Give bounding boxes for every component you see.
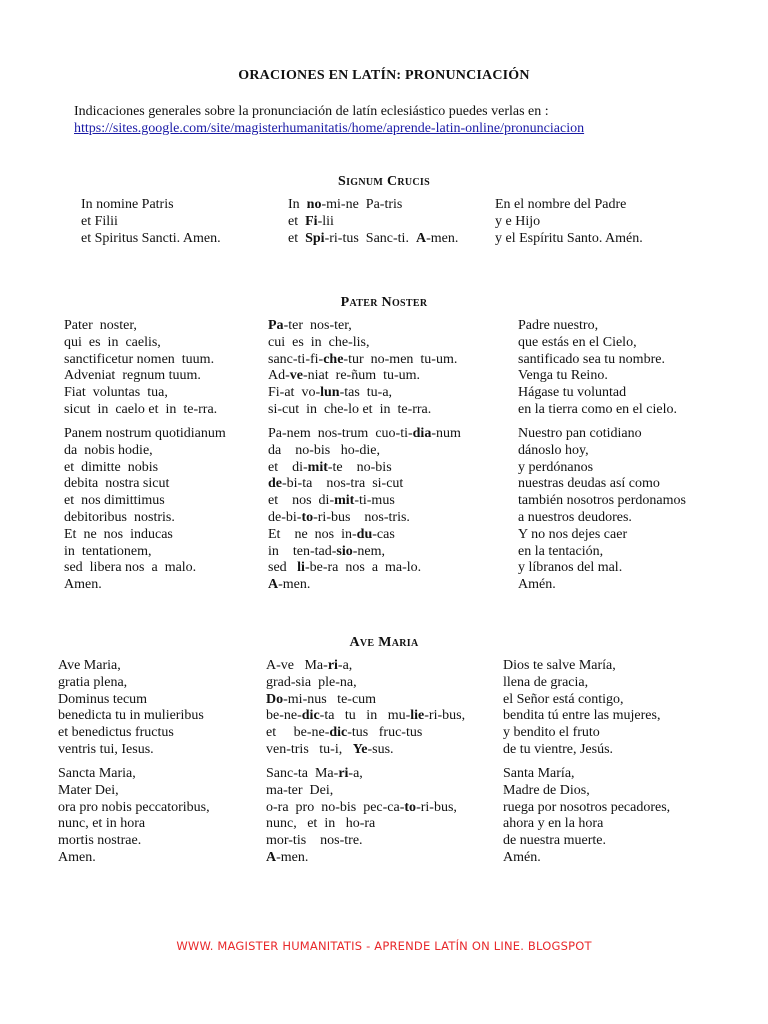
stressed-syllable: mit [334,493,355,509]
text-line: In nomine Patris [81,197,174,212]
stressed-syllable: Pa [268,318,284,333]
stressed-syllable: to [301,509,314,525]
text-line: et dimitte nobis [64,459,159,475]
text-line: Fi-at vo-lun-tas tu-a, [268,385,393,401]
text-line: de nuestra muerte. [503,833,607,849]
text-line: y perdónanos [518,459,594,475]
text-line: Ave Maria, [58,658,121,673]
text-line: de-bi-ta nos-tra si-cut [268,476,404,492]
footer-blog-url: WWW. MAGISTER HUMANITATIS - APRENDE LATÍN ON LINE. BLOGSPOT [176,939,592,953]
text-line: llena de gracia, [503,674,589,690]
stressed-syllable: Ye [352,741,368,757]
stressed-syllable: A [268,577,279,593]
text-line: Adveniat regnum tuum. [64,368,201,384]
text-line: in tentationem, [64,543,152,559]
text-line: et Spiritus Sancti. Amen. [81,230,221,246]
intro [74,103,584,137]
text-line: mor-tis nos-tre. [266,833,363,849]
text-line: ahora y en la hora [503,816,604,832]
stressed-syllable: Spi [305,230,325,246]
stressed-syllable: dic [329,725,348,741]
text-line: et Fi-lii [288,213,334,229]
text-line: dánoslo hoy, [518,442,589,458]
text-line: que estás en el Cielo, [518,334,637,350]
text-line: et nos dimittimus [64,493,165,509]
text-line: nunc, et in hora [58,816,146,832]
text-line: Et ne nos in-du-cas [268,526,395,542]
text-line: benedicta tu in mulieribus [58,708,204,724]
text-line: Do-mi-nus te-cum [266,691,377,707]
text-line: Panem nostrum quotidianum [64,426,226,441]
text-line: sicut in caelo et in te-rra. [64,401,218,417]
pater-pronunciation-column-2 [268,426,461,594]
text-line: Hágase tu voluntad [518,385,627,401]
text-line: A-men. [268,577,311,593]
text-line: da nobis hodie, [64,442,153,458]
stressed-syllable: mit [307,459,328,475]
text-line: mortis nostrae. [58,833,142,849]
text-line: Pa-nem nos-trum cuo-ti-dia-num [268,426,461,441]
text-line: grad-sia ple-na, [266,674,357,690]
text-line: Sanc-ta Ma-ri-a, [266,766,363,781]
ave-latin-column-1 [58,658,204,759]
text-line: y líbranos del mal. [518,560,623,576]
text-line: Amen. [64,577,102,593]
section-heading-pater-noster: Pater Noster [340,295,428,310]
text-line: en la tierra como en el cielo. [518,401,677,417]
text-line: debitoribus nostris. [64,509,175,525]
text-line: et Filii [81,213,118,229]
stressed-syllable: du [356,526,373,542]
text-line: Pa-ter nos-ter, [268,318,352,333]
ave-pronunciation-column-2 [266,766,457,867]
stressed-syllable: to [404,799,417,815]
text-line: sed li-be-ra nos a ma-lo. [268,560,422,576]
pater-spanish-column-2 [518,426,686,594]
text-line: y el Espíritu Santo. Amén. [495,230,643,246]
stressed-syllable: ri [327,658,338,673]
text-line: Fiat voluntas tua, [64,385,168,401]
intro-text: Indicaciones generales sobre la pronunciación de latín eclesiástico puedes verlas en : [74,104,549,119]
text-line: et be-ne-dic-tus fruc-tus [266,725,423,741]
text-line: a nuestros deudores. [518,509,632,525]
text-line: sanc-ti-fi-che-tur no-men tu-um. [268,351,458,367]
stressed-syllable: ve [289,368,303,384]
section-heading-ave-maria: Ave Maria [349,635,419,650]
stressed-syllable: dia [412,426,432,441]
text-line: et nos di-mit-ti-mus [268,493,395,509]
text-line: cui es in che-lis, [268,334,370,350]
text-line: Pater noster, [64,318,137,333]
text-line: ven-tris tu-i, Ye-sus. [266,741,394,757]
page-title: ORACIONES EN LATÍN: PRONUNCIACIÓN [238,68,530,83]
text-line: de-bi-to-ri-bus nos-tris. [268,509,410,525]
text-line: si-cut in che-lo et in te-rra. [268,401,432,417]
signum-spanish-column [495,197,643,247]
text-line: Ad-ve-niat re-ñum tu-um. [268,368,421,384]
ave-latin-column-2 [58,766,210,867]
ave-pronunciation-column-1 [266,658,465,759]
text-line: et benedictus fructus [58,725,174,741]
text-line: ventris tui, Iesus. [58,741,154,757]
text-line: A-ve Ma-ri-a, [266,658,353,673]
pater-spanish-column-1 [518,318,677,419]
stressed-syllable: no [306,197,322,212]
text-line: En el nombre del Padre [495,197,627,212]
stressed-syllable: dic [301,708,320,724]
text-line: Madre de Dios, [503,782,590,798]
text-line: en la tentación, [518,543,604,559]
text-line: da no-bis ho-die, [268,442,380,458]
text-line: Y no nos dejes caer [518,526,628,542]
pater-latin-column-2 [64,426,226,594]
text-line: Dios te salve María, [503,658,616,673]
stressed-syllable: li [297,560,305,576]
stressed-syllable: lie [410,708,425,724]
stressed-syllable: che [323,351,344,367]
text-line: In no-mi-ne Pa-tris [288,197,403,212]
text-line: et Spi-ri-tus Sanc-ti. A-men. [288,230,459,246]
text-line: Dominus tecum [58,691,148,707]
text-line: ruega por nosotros pecadores, [503,799,671,815]
text-line: o-ra pro no-bis pec-ca-to-ri-bus, [266,799,457,815]
stressed-syllable: lun [320,385,340,401]
text-line: in ten-tad-sio-nem, [268,543,386,559]
text-line: nunc, et in ho-ra [266,816,376,832]
signum-latin-column [81,197,221,247]
text-line: nuestras deudas así como [518,476,660,492]
text-line: qui es in caelis, [64,334,161,350]
text-line: Amén. [503,849,541,865]
text-line: Santa María, [503,766,575,781]
text-line: bendita tú entre las mujeres, [503,708,661,724]
stressed-syllable: Fi [305,213,318,229]
text-line: ma-ter Dei, [266,782,334,798]
ave-spanish-column-1 [503,658,660,759]
text-line: Sancta Maria, [58,766,136,781]
text-line: Amen. [58,849,96,865]
text-line: be-ne-dic-ta tu in mu-lie-ri-bus, [266,708,466,724]
text-line: ora pro nobis peccatoribus, [58,799,210,815]
text-line: Venga tu Reino. [518,368,608,384]
text-line: sanctificetur nomen tuum. [64,351,215,367]
section-heading-signum-crucis: Signum Crucis [338,174,430,189]
stressed-syllable: sio [336,543,353,559]
text-line: Mater Dei, [58,782,119,798]
text-line: también nosotros perdonamos [518,493,686,509]
pronunciation-link[interactable]: https://sites.google.com/site/magisterhumanitatis/home/aprende-latin-online/pronunciacion [74,121,585,136]
text-line: Nuestro pan cotidiano [518,426,642,441]
stressed-syllable: A [266,849,277,865]
pater-latin-column-1 [64,318,217,419]
text-line: santificado sea tu nombre. [518,351,665,367]
stressed-syllable: Do [266,691,284,707]
text-line: de tu vientre, Jesús. [503,741,614,757]
text-line: et di-mit-te no-bis [268,459,392,475]
text-line: sed libera nos a malo. [64,560,197,576]
stressed-syllable: de [268,476,282,492]
signum-pronunciation-column [288,197,458,247]
pater-pronunciation-column-1 [268,318,457,419]
stressed-syllable: A [415,230,427,246]
text-line: gratia plena, [58,674,128,690]
text-line: y e Hijo [495,213,541,229]
text-line: Padre nuestro, [518,318,599,333]
text-line: y bendito el fruto [503,725,600,741]
text-line: el Señor está contigo, [503,691,624,707]
text-line: debita nostra sicut [64,476,170,492]
text-line: Et ne nos inducas [64,526,173,542]
ave-spanish-column-2 [503,766,670,867]
stressed-syllable: ri [338,766,349,781]
text-line: Amén. [518,577,556,593]
text-line: A-men. [266,849,309,865]
